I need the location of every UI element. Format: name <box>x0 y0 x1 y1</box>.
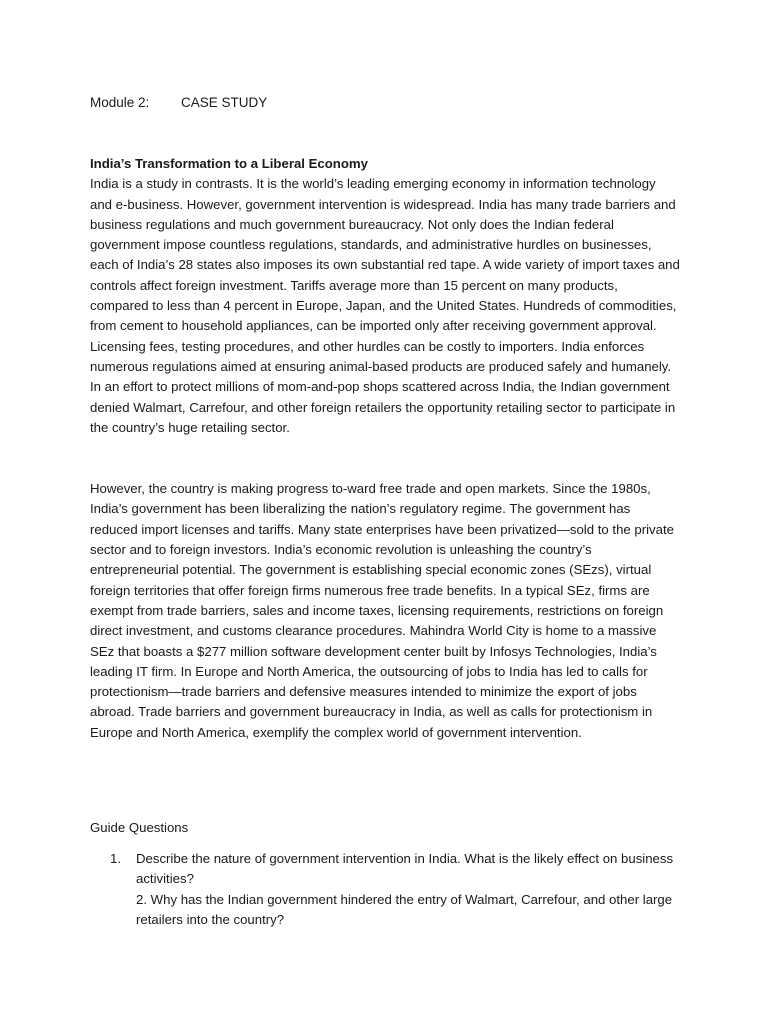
paragraph-2: However, the country is making progress to-ward free trade and open markets. Since the 1980s, India’s government has been liberalizing the nation’s regulatory regime. The government has reduced import licenses and tariffs. Many state enterprises have been privatized—sold to the private sector and to foreign investors. India’s economic revolution is unleashing the country’s entrepreneurial potential. The government is establishing special economic zones (SEzs), virtual foreign territories that offer foreign firms numerous free trade benefits. In a typical SEz, firms are exempt from trade barriers, sales and income taxes, licensing requirements, restrictions on foreign direct investment, and customs clearance procedures. Mahindra World City is home to a massive SEz that boasts a $277 million software development center built by Infosys Technologies, India’s leading IT firm. In Europe and North America, the outsourcing of jobs to India has led to calls for protectionism—trade barriers and defensive measures intended to minimize the export of jobs abroad. Trade barriers and government bureaucracy in India, as well as calls for protectionism in Europe and North America, exemplify the complex world of government intervention. <box>90 481 674 740</box>
module-label: Module 2: <box>90 95 150 110</box>
question-item <box>90 849 680 890</box>
question-number: 1. <box>110 851 121 866</box>
module-header <box>90 94 267 112</box>
article-title: India’s Transformation to a Liberal Economy <box>90 156 368 171</box>
case-study-label: CASE STUDY <box>181 95 268 110</box>
question-item-2: 2. Why has the Indian government hindered the entry of Walmart, Carrefour, and other large retailers into the country? <box>136 891 673 927</box>
paragraph-1: India is a study in contrasts. It is the world’s leading emerging economy in information technology and e-business. However, government intervention is widespread. India has many trade barriers and business regulations and much government bureaucracy. Not only does the Indian federal government impose countless regulations, standards, and administrative hurdles on businesses, each of India’s 28 states also imposes its own substantial red tape. A wide variety of import taxes and controls affect foreign investment. Tariffs average more than 15 percent on many products, compared to less than 4 percent in Europe, Japan, and the United States. Hundreds of commodities, from cement to household appliances, can be imported only after receiving government approval. Licensing fees, testing procedures, and other hurdles can be costly to importers. India enforces numerous regulations aimed at ensuring animal-based products are produced safely and humanely. In an effort to protect millions of mom-and-pop shops scattered across India, the Indian government denied Walmart, Carrefour, and other foreign retailers the opportunity retailing sector to participate in the country’s huge retailing sector. <box>90 176 680 435</box>
guide-questions-title: Guide Questions <box>90 820 189 835</box>
question-text: Describe the nature of government intervention in India. What is the likely effect on business activities? <box>136 851 674 887</box>
paragraph-spacer <box>90 438 680 479</box>
guide-questions-list <box>90 849 680 930</box>
article-body <box>90 154 680 743</box>
